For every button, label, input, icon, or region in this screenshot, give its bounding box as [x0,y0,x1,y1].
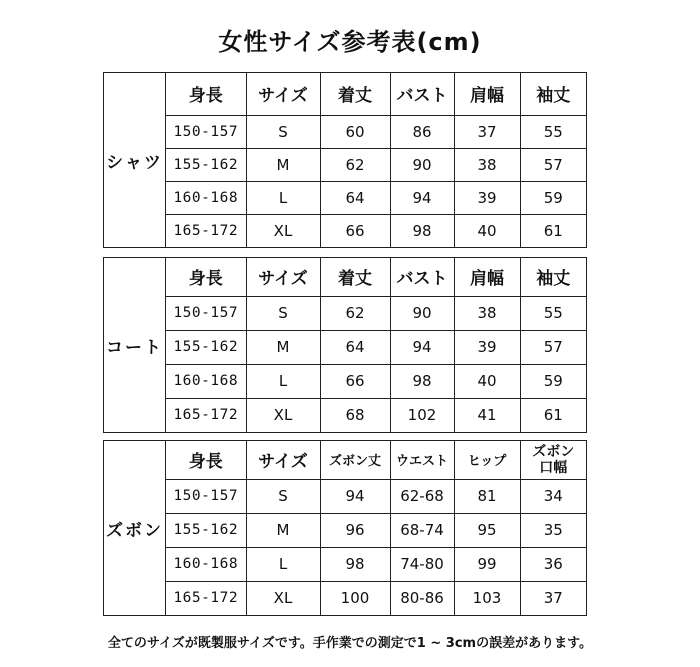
coat-size-table [103,257,587,433]
cell-bust: 94 [390,181,454,214]
table-row [166,148,586,181]
cell-length: 66 [320,364,390,398]
cell-bust: 90 [390,148,454,181]
shirt-size-table [103,72,587,248]
header-sleeve: 袖丈 [520,258,586,296]
cell-height: 160-168 [166,547,246,581]
shirt-table [166,73,586,247]
cell-hem-width: 37 [520,581,586,615]
cell-size: M [246,148,320,181]
cell-size: XL [246,214,320,247]
cell-length: 62 [320,296,390,330]
header-bust: バスト [390,73,454,115]
cell-shoulder: 41 [454,398,520,432]
cell-hip: 81 [454,479,520,513]
header-shoulder: 肩幅 [454,258,520,296]
cell-sleeve: 57 [520,148,586,181]
cell-sleeve: 55 [520,115,586,148]
table-row [166,181,586,214]
cell-hem-width: 36 [520,547,586,581]
header-length: 着丈 [320,73,390,115]
cell-height: 150-157 [166,115,246,148]
cell-shoulder: 38 [454,296,520,330]
cell-size: M [246,330,320,364]
header-size: サイズ [246,73,320,115]
cell-size: S [246,296,320,330]
header-shoulder: 肩幅 [454,73,520,115]
header-size: サイズ [246,441,320,479]
header-bust: バスト [390,258,454,296]
cell-pants-length: 98 [320,547,390,581]
cell-sleeve: 61 [520,214,586,247]
pants-size-table [103,440,587,616]
cell-bust: 94 [390,330,454,364]
cell-sleeve: 57 [520,330,586,364]
cell-waist: 80-86 [390,581,454,615]
cell-shoulder: 39 [454,181,520,214]
cell-hem-width: 35 [520,513,586,547]
cell-height: 160-168 [166,364,246,398]
cell-length: 62 [320,148,390,181]
table-row [166,330,586,364]
cell-height: 150-157 [166,296,246,330]
header-hem-width: ズボン 口幅 [520,441,586,479]
cell-sleeve: 59 [520,181,586,214]
cell-hem-width: 34 [520,479,586,513]
cell-bust: 98 [390,364,454,398]
cell-size: XL [246,581,320,615]
cell-sleeve: 59 [520,364,586,398]
cell-length: 64 [320,181,390,214]
table-row [166,296,586,330]
cell-size: M [246,513,320,547]
table-row [166,115,586,148]
header-hip: ヒップ [454,441,520,479]
cell-size: XL [246,398,320,432]
cell-height: 155-162 [166,330,246,364]
cell-shoulder: 39 [454,330,520,364]
cell-bust: 102 [390,398,454,432]
cell-size: S [246,115,320,148]
table-row [166,479,586,513]
cell-size: S [246,479,320,513]
cell-shoulder: 40 [454,214,520,247]
cell-height: 165-172 [166,398,246,432]
cell-size: L [246,181,320,214]
cell-height: 155-162 [166,513,246,547]
cell-shoulder: 40 [454,364,520,398]
header-waist: ウエスト [390,441,454,479]
cell-hip: 103 [454,581,520,615]
cell-length: 64 [320,330,390,364]
pants-label: ズボン [104,441,166,615]
table-row [166,364,586,398]
cell-pants-length: 94 [320,479,390,513]
header-pants-length: ズボン丈 [320,441,390,479]
cell-size: L [246,547,320,581]
table-row [166,214,586,247]
table-row [166,513,586,547]
cell-length: 68 [320,398,390,432]
cell-height: 155-162 [166,148,246,181]
header-sleeve: 袖丈 [520,73,586,115]
cell-hip: 99 [454,547,520,581]
cell-shoulder: 38 [454,148,520,181]
cell-pants-length: 100 [320,581,390,615]
cell-bust: 90 [390,296,454,330]
cell-height: 150-157 [166,479,246,513]
cell-height: 165-172 [166,214,246,247]
header-height: 身長 [166,441,246,479]
header-length: 着丈 [320,258,390,296]
cell-size: L [246,364,320,398]
table-row [166,581,586,615]
cell-pants-length: 96 [320,513,390,547]
cell-sleeve: 55 [520,296,586,330]
pants-table [166,441,586,615]
cell-bust: 86 [390,115,454,148]
header-size: サイズ [246,258,320,296]
coat-label: コート [104,258,166,432]
cell-length: 66 [320,214,390,247]
cell-height: 165-172 [166,581,246,615]
header-height: 身長 [166,73,246,115]
header-height: 身長 [166,258,246,296]
cell-sleeve: 61 [520,398,586,432]
cell-hip: 95 [454,513,520,547]
table-row [166,398,586,432]
cell-waist: 74-80 [390,547,454,581]
shirt-label: シャツ [104,73,166,247]
footnote: 全てのサイズが既製服サイズです。手作業での測定で1 ~ 3cmの誤差があります。 [107,636,593,651]
cell-length: 60 [320,115,390,148]
cell-height: 160-168 [166,181,246,214]
cell-bust: 98 [390,214,454,247]
cell-waist: 62-68 [390,479,454,513]
coat-table [166,258,586,432]
page-title: 女性サイズ参考表(cm) [218,28,482,56]
table-row [166,547,586,581]
cell-waist: 68-74 [390,513,454,547]
cell-shoulder: 37 [454,115,520,148]
